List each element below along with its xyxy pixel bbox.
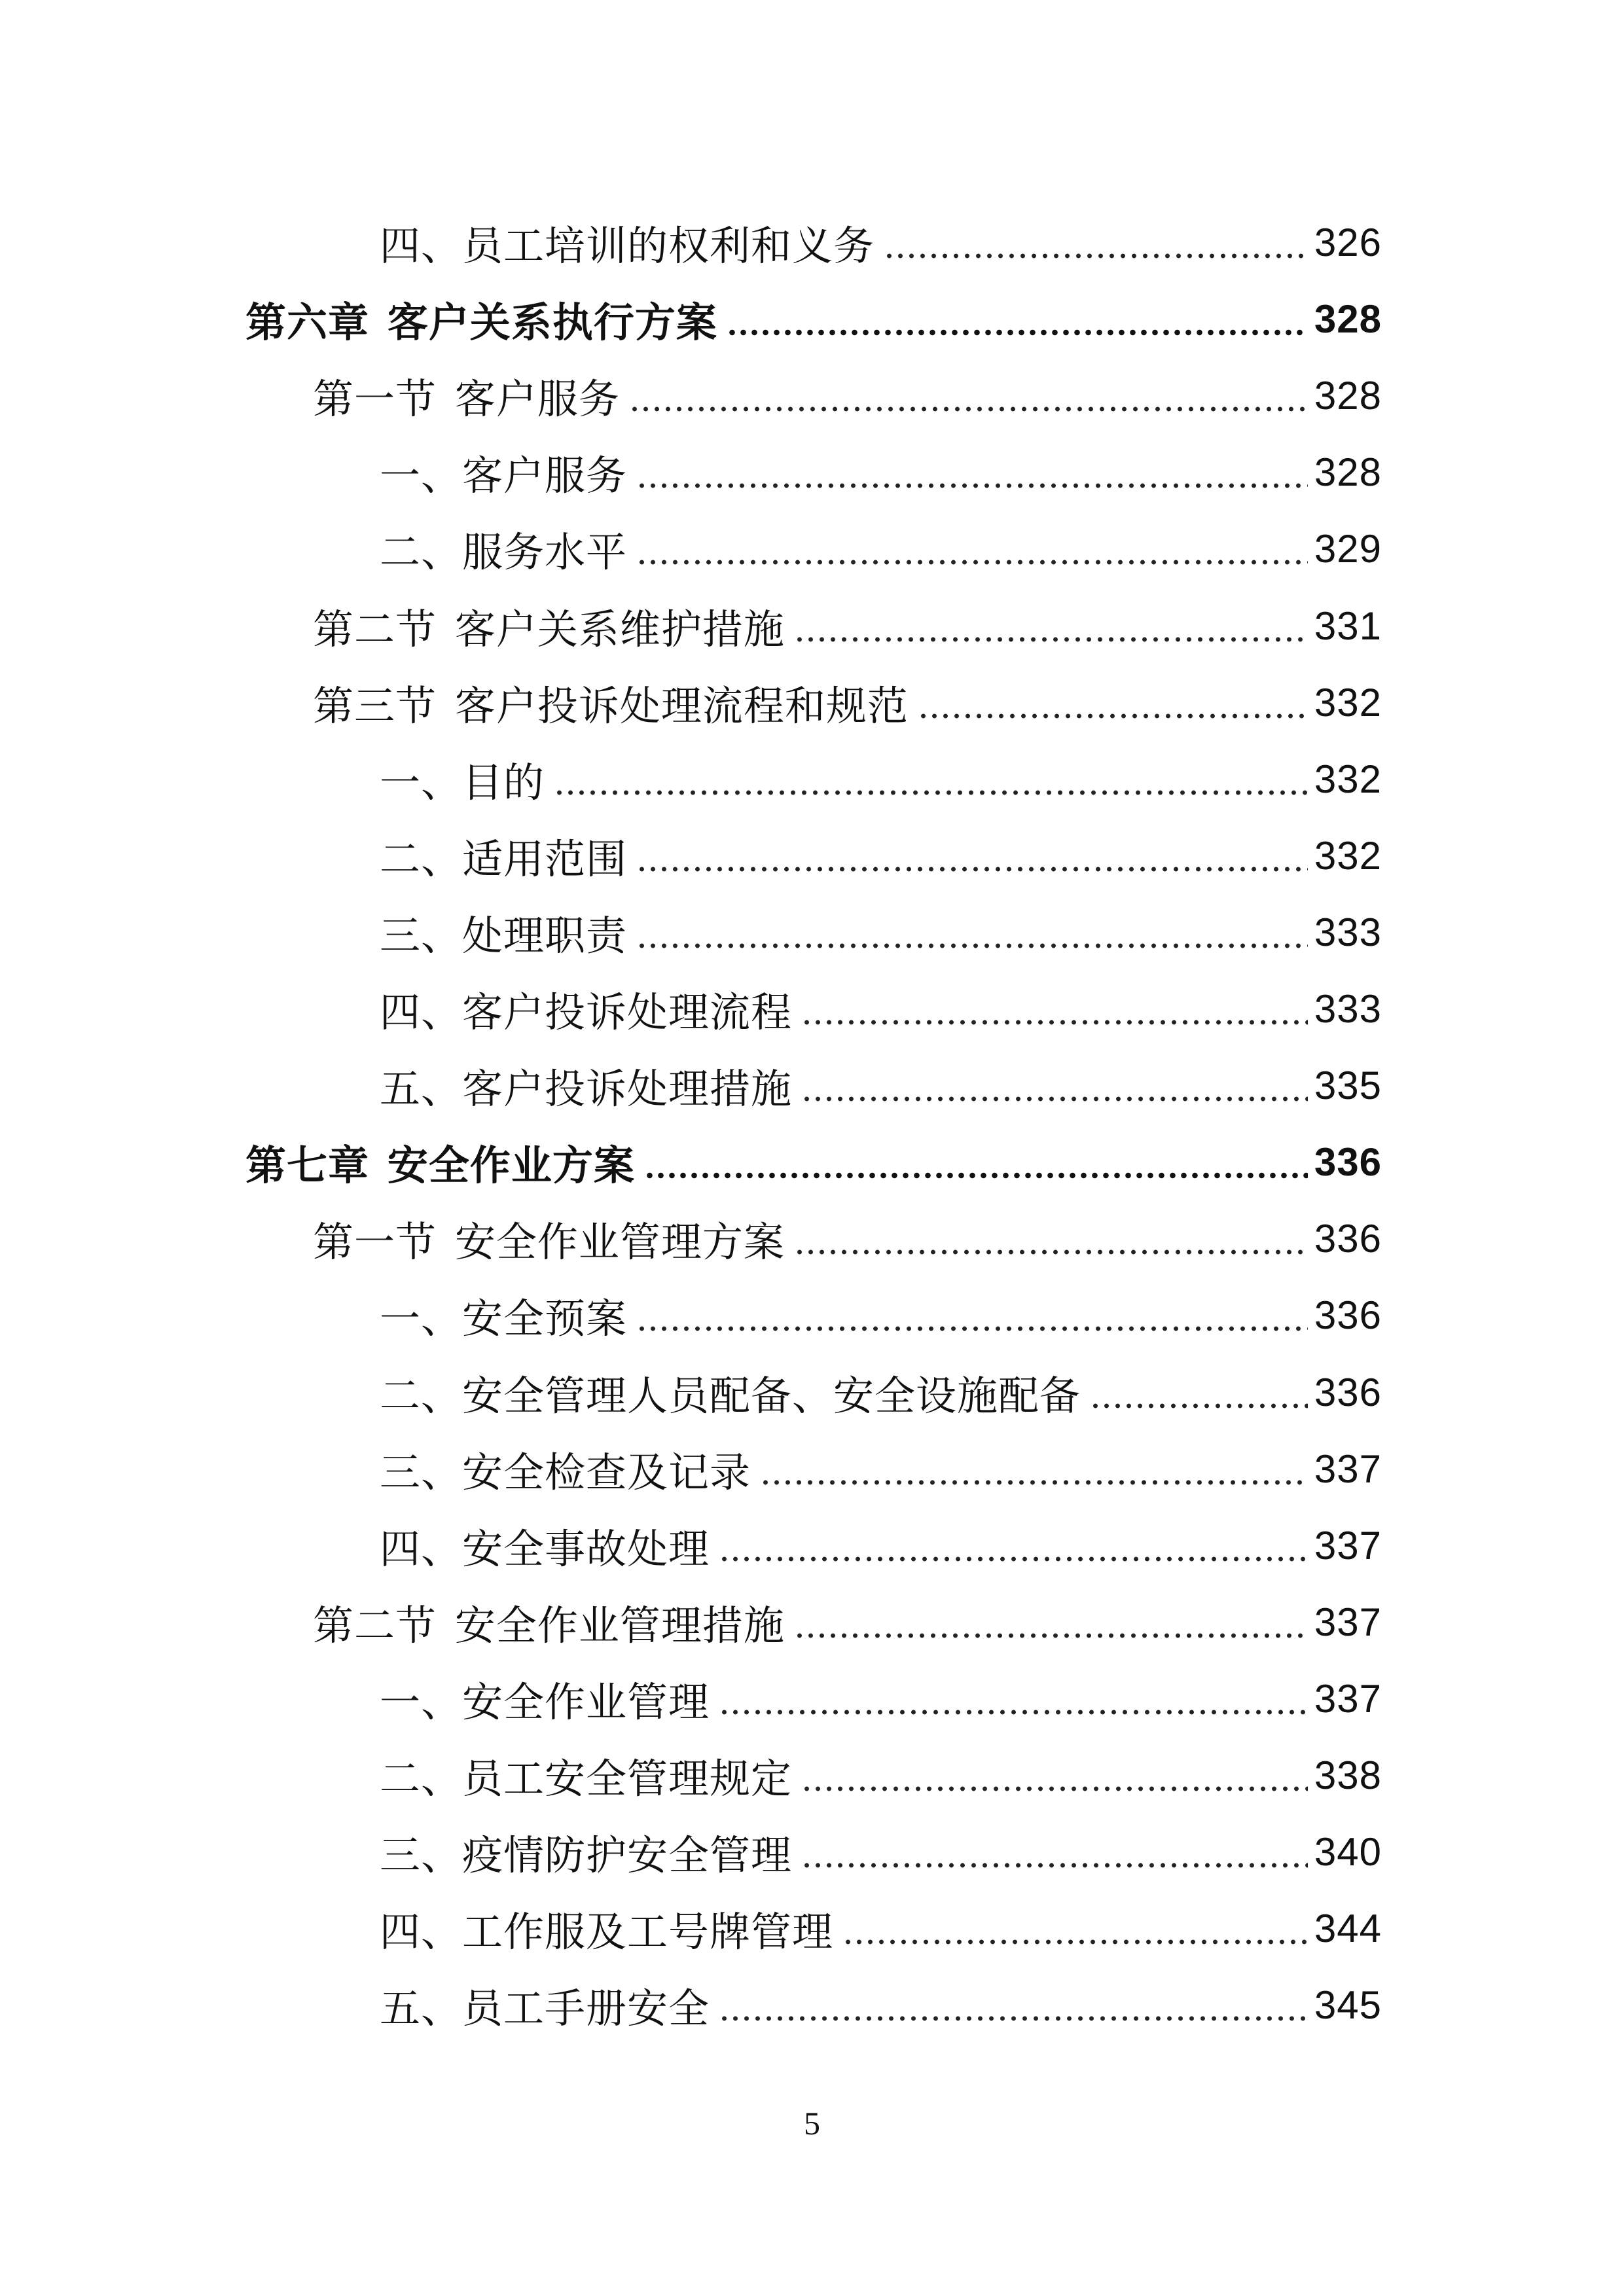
toc-page-number: 328 <box>1314 373 1382 418</box>
toc-page-number: 332 <box>1314 680 1382 725</box>
toc-entry-title <box>313 1210 785 1268</box>
toc-entry-title <box>380 750 545 808</box>
toc-subsection-entry[interactable] <box>0 1279 1624 1351</box>
toc-entry-number: 四、 <box>380 1907 463 1956</box>
toc-dot-leader <box>794 605 1308 646</box>
toc-entry-text: 目的 <box>462 758 545 806</box>
toc-entry-number: 四、 <box>380 221 463 270</box>
toc-page-number: 332 <box>1314 757 1382 801</box>
toc-entry-number: 第一节 <box>313 1217 437 1266</box>
toc-section-entry[interactable] <box>0 1586 1624 1658</box>
toc-dot-leader <box>794 1218 1308 1259</box>
toc-page-number: 331 <box>1314 603 1382 648</box>
toc-page-number: 326 <box>1314 220 1382 264</box>
toc-dot-leader <box>636 528 1308 569</box>
toc-page-number: 335 <box>1314 1063 1382 1107</box>
toc-dot-leader <box>636 835 1308 876</box>
toc-entry-number: 五、 <box>380 1984 463 2032</box>
toc-entry-text: 安全检查及记录 <box>462 1448 751 1496</box>
toc-dot-leader <box>636 452 1308 492</box>
toc-entry-number: 三、 <box>380 911 463 960</box>
toc-entry-title <box>313 597 785 655</box>
toc-page-number: 337 <box>1314 1676 1382 1721</box>
toc-entry-title <box>380 903 627 961</box>
toc-entry-text: 安全作业方案 <box>387 1141 635 1189</box>
toc-entry-title <box>380 1899 833 1958</box>
toc-entry-title <box>313 673 909 732</box>
toc-page-number: 345 <box>1314 1982 1382 2027</box>
toc-entry-title <box>313 1593 785 1651</box>
toc-page-number: 336 <box>1314 1370 1382 1414</box>
toc-subsection-entry[interactable] <box>0 1816 1624 1888</box>
toc-entry-title <box>313 367 620 425</box>
toc-entry-text: 客户关系执行方案 <box>387 298 717 346</box>
toc-subsection-entry[interactable] <box>0 436 1624 508</box>
toc-entry-number: 一、 <box>380 1677 463 1726</box>
toc-dot-leader <box>801 988 1308 1029</box>
toc-entry-title <box>245 1133 635 1191</box>
toc-subsection-entry[interactable] <box>0 1049 1624 1121</box>
toc-section-entry[interactable] <box>0 666 1624 738</box>
toc-dot-leader <box>918 682 1308 723</box>
toc-page-number: 337 <box>1314 1523 1382 1568</box>
toc-entry-text: 员工安全管理规定 <box>462 1754 793 1803</box>
toc-entry-text: 客户投诉处理措施 <box>462 1064 793 1113</box>
toc-subsection-entry[interactable] <box>0 1509 1624 1581</box>
toc-section-entry[interactable] <box>0 590 1624 662</box>
toc-entry-number: 第二节 <box>313 605 437 653</box>
toc-page-number: 337 <box>1314 1600 1382 1644</box>
toc-entry-number: 二、 <box>380 528 463 576</box>
toc-entry-number: 一、 <box>380 451 463 499</box>
toc-entry-text: 安全预案 <box>462 1294 628 1342</box>
toc-entry-text: 员工手册安全 <box>462 1984 710 2032</box>
toc-chapter-entry[interactable] <box>0 283 1624 355</box>
toc-page-number: 344 <box>1314 1906 1382 1950</box>
toc-dot-leader <box>644 1141 1308 1182</box>
toc-entry-text: 工作服及工号牌管理 <box>462 1907 834 1956</box>
toc-dot-leader <box>636 912 1308 952</box>
toc-entry-text: 客户投诉处理流程 <box>462 988 793 1036</box>
toc-entry-text: 客户服务 <box>454 374 620 423</box>
toc-entry-number: 二、 <box>380 1754 463 1803</box>
toc-page-number: 340 <box>1314 1829 1382 1874</box>
toc-entry-title <box>380 213 875 272</box>
toc-entry-text: 客户服务 <box>462 451 628 499</box>
toc-dot-leader <box>801 1831 1308 1872</box>
toc-entry-title <box>380 1056 792 1115</box>
toc-entry-number: 四、 <box>380 1524 463 1573</box>
toc-subsection-entry[interactable] <box>0 1892 1624 1964</box>
toc-entry-title <box>380 1363 1081 1422</box>
toc-dot-leader <box>842 1908 1308 1948</box>
toc-entry-title <box>380 1823 792 1881</box>
toc-entry-title <box>380 980 792 1038</box>
toc-entry-text: 员工培训的权利和义务 <box>462 221 875 270</box>
toc-page-number: 336 <box>1314 1139 1382 1184</box>
toc-dot-leader <box>719 1678 1308 1719</box>
toc-entry-title <box>380 1440 751 1498</box>
toc-subsection-entry[interactable] <box>0 512 1624 584</box>
toc-entry-title <box>245 290 717 348</box>
toc-dot-leader <box>1090 1372 1308 1412</box>
toc-page-number: 337 <box>1314 1446 1382 1491</box>
toc-entry-text: 适用范围 <box>462 834 628 883</box>
toc-entry-title <box>380 827 627 885</box>
toc-entry-number: 三、 <box>380 1831 463 1879</box>
toc-entry-number: 二、 <box>380 1371 463 1420</box>
toc-page-number: 338 <box>1314 1753 1382 1797</box>
toc-dot-leader <box>719 1525 1308 1566</box>
toc-entry-number: 二、 <box>380 834 463 883</box>
toc-entry-text: 安全作业管理方案 <box>454 1217 785 1266</box>
toc-dot-leader <box>629 375 1308 416</box>
toc-dot-leader <box>554 759 1308 799</box>
toc-entry-number: 五、 <box>380 1064 463 1113</box>
toc-dot-leader <box>760 1448 1308 1489</box>
toc-subsection-entry[interactable] <box>0 973 1624 1045</box>
toc-page-number: 336 <box>1314 1216 1382 1261</box>
toc-page-number: 329 <box>1314 526 1382 571</box>
toc-entry-title <box>380 1516 710 1575</box>
toc-entry-text: 安全作业管理措施 <box>454 1601 785 1649</box>
toc-entry-text: 安全事故处理 <box>462 1524 710 1573</box>
toc-entry-text: 安全管理人员配备、安全设施配备 <box>462 1371 1081 1420</box>
toc-page-number: 328 <box>1314 296 1382 341</box>
toc-entry-text: 安全作业管理 <box>462 1677 710 1726</box>
toc-page-number: 336 <box>1314 1293 1382 1337</box>
toc-subsection-entry[interactable] <box>0 1356 1624 1428</box>
toc-entry-number: 一、 <box>380 1294 463 1342</box>
toc-page-number: 332 <box>1314 833 1382 878</box>
toc-entry-number: 四、 <box>380 988 463 1036</box>
toc-dot-leader <box>719 1984 1308 2025</box>
toc-entry-number: 一、 <box>380 758 463 806</box>
toc-subsection-entry[interactable] <box>0 1433 1624 1505</box>
toc-section-entry[interactable] <box>0 1202 1624 1274</box>
toc-entry-title <box>380 1976 710 2034</box>
toc-entry-title <box>380 443 627 501</box>
toc-entry-text: 疫情防护安全管理 <box>462 1831 793 1879</box>
toc-dot-leader <box>801 1755 1308 1795</box>
toc-section-entry[interactable] <box>0 359 1624 431</box>
toc-dot-leader <box>727 298 1308 339</box>
toc-page-number: 333 <box>1314 910 1382 954</box>
toc-page-number: 328 <box>1314 450 1382 494</box>
toc-dot-leader <box>794 1602 1308 1642</box>
toc-entry-text: 客户投诉处理流程和规范 <box>454 681 909 730</box>
toc-entry-title <box>380 1286 627 1344</box>
toc-entry-text: 客户关系维护措施 <box>454 605 785 653</box>
toc-subsection-entry[interactable] <box>0 896 1624 968</box>
toc-subsection-entry[interactable] <box>0 1662 1624 1734</box>
toc-subsection-entry[interactable] <box>0 743 1624 815</box>
toc-subsection-entry[interactable] <box>0 1969 1624 2041</box>
toc-entry-title <box>380 520 627 578</box>
toc-entry-number: 第六章 <box>245 298 370 346</box>
toc-entry-title <box>380 1670 710 1728</box>
toc-entry-title <box>380 1746 792 1804</box>
toc-entry-text: 处理职责 <box>462 911 628 960</box>
toc-entry-number: 第二节 <box>313 1601 437 1649</box>
toc-entry-text: 服务水平 <box>462 528 628 576</box>
toc-dot-leader <box>636 1295 1308 1335</box>
toc-page-number: 333 <box>1314 986 1382 1031</box>
toc-dot-leader <box>884 222 1308 262</box>
toc-entry-number: 第三节 <box>313 681 437 730</box>
page-number: 5 <box>804 2105 820 2142</box>
toc-entry-number: 第一节 <box>313 374 437 423</box>
toc-subsection-entry[interactable] <box>0 1739 1624 1811</box>
toc-chapter-entry[interactable] <box>0 1126 1624 1198</box>
toc-entry-number: 第七章 <box>245 1141 370 1189</box>
toc-dot-leader <box>801 1065 1308 1105</box>
toc-subsection-entry[interactable] <box>0 206 1624 278</box>
toc-subsection-entry[interactable] <box>0 819 1624 891</box>
toc-entry-number: 三、 <box>380 1448 463 1496</box>
